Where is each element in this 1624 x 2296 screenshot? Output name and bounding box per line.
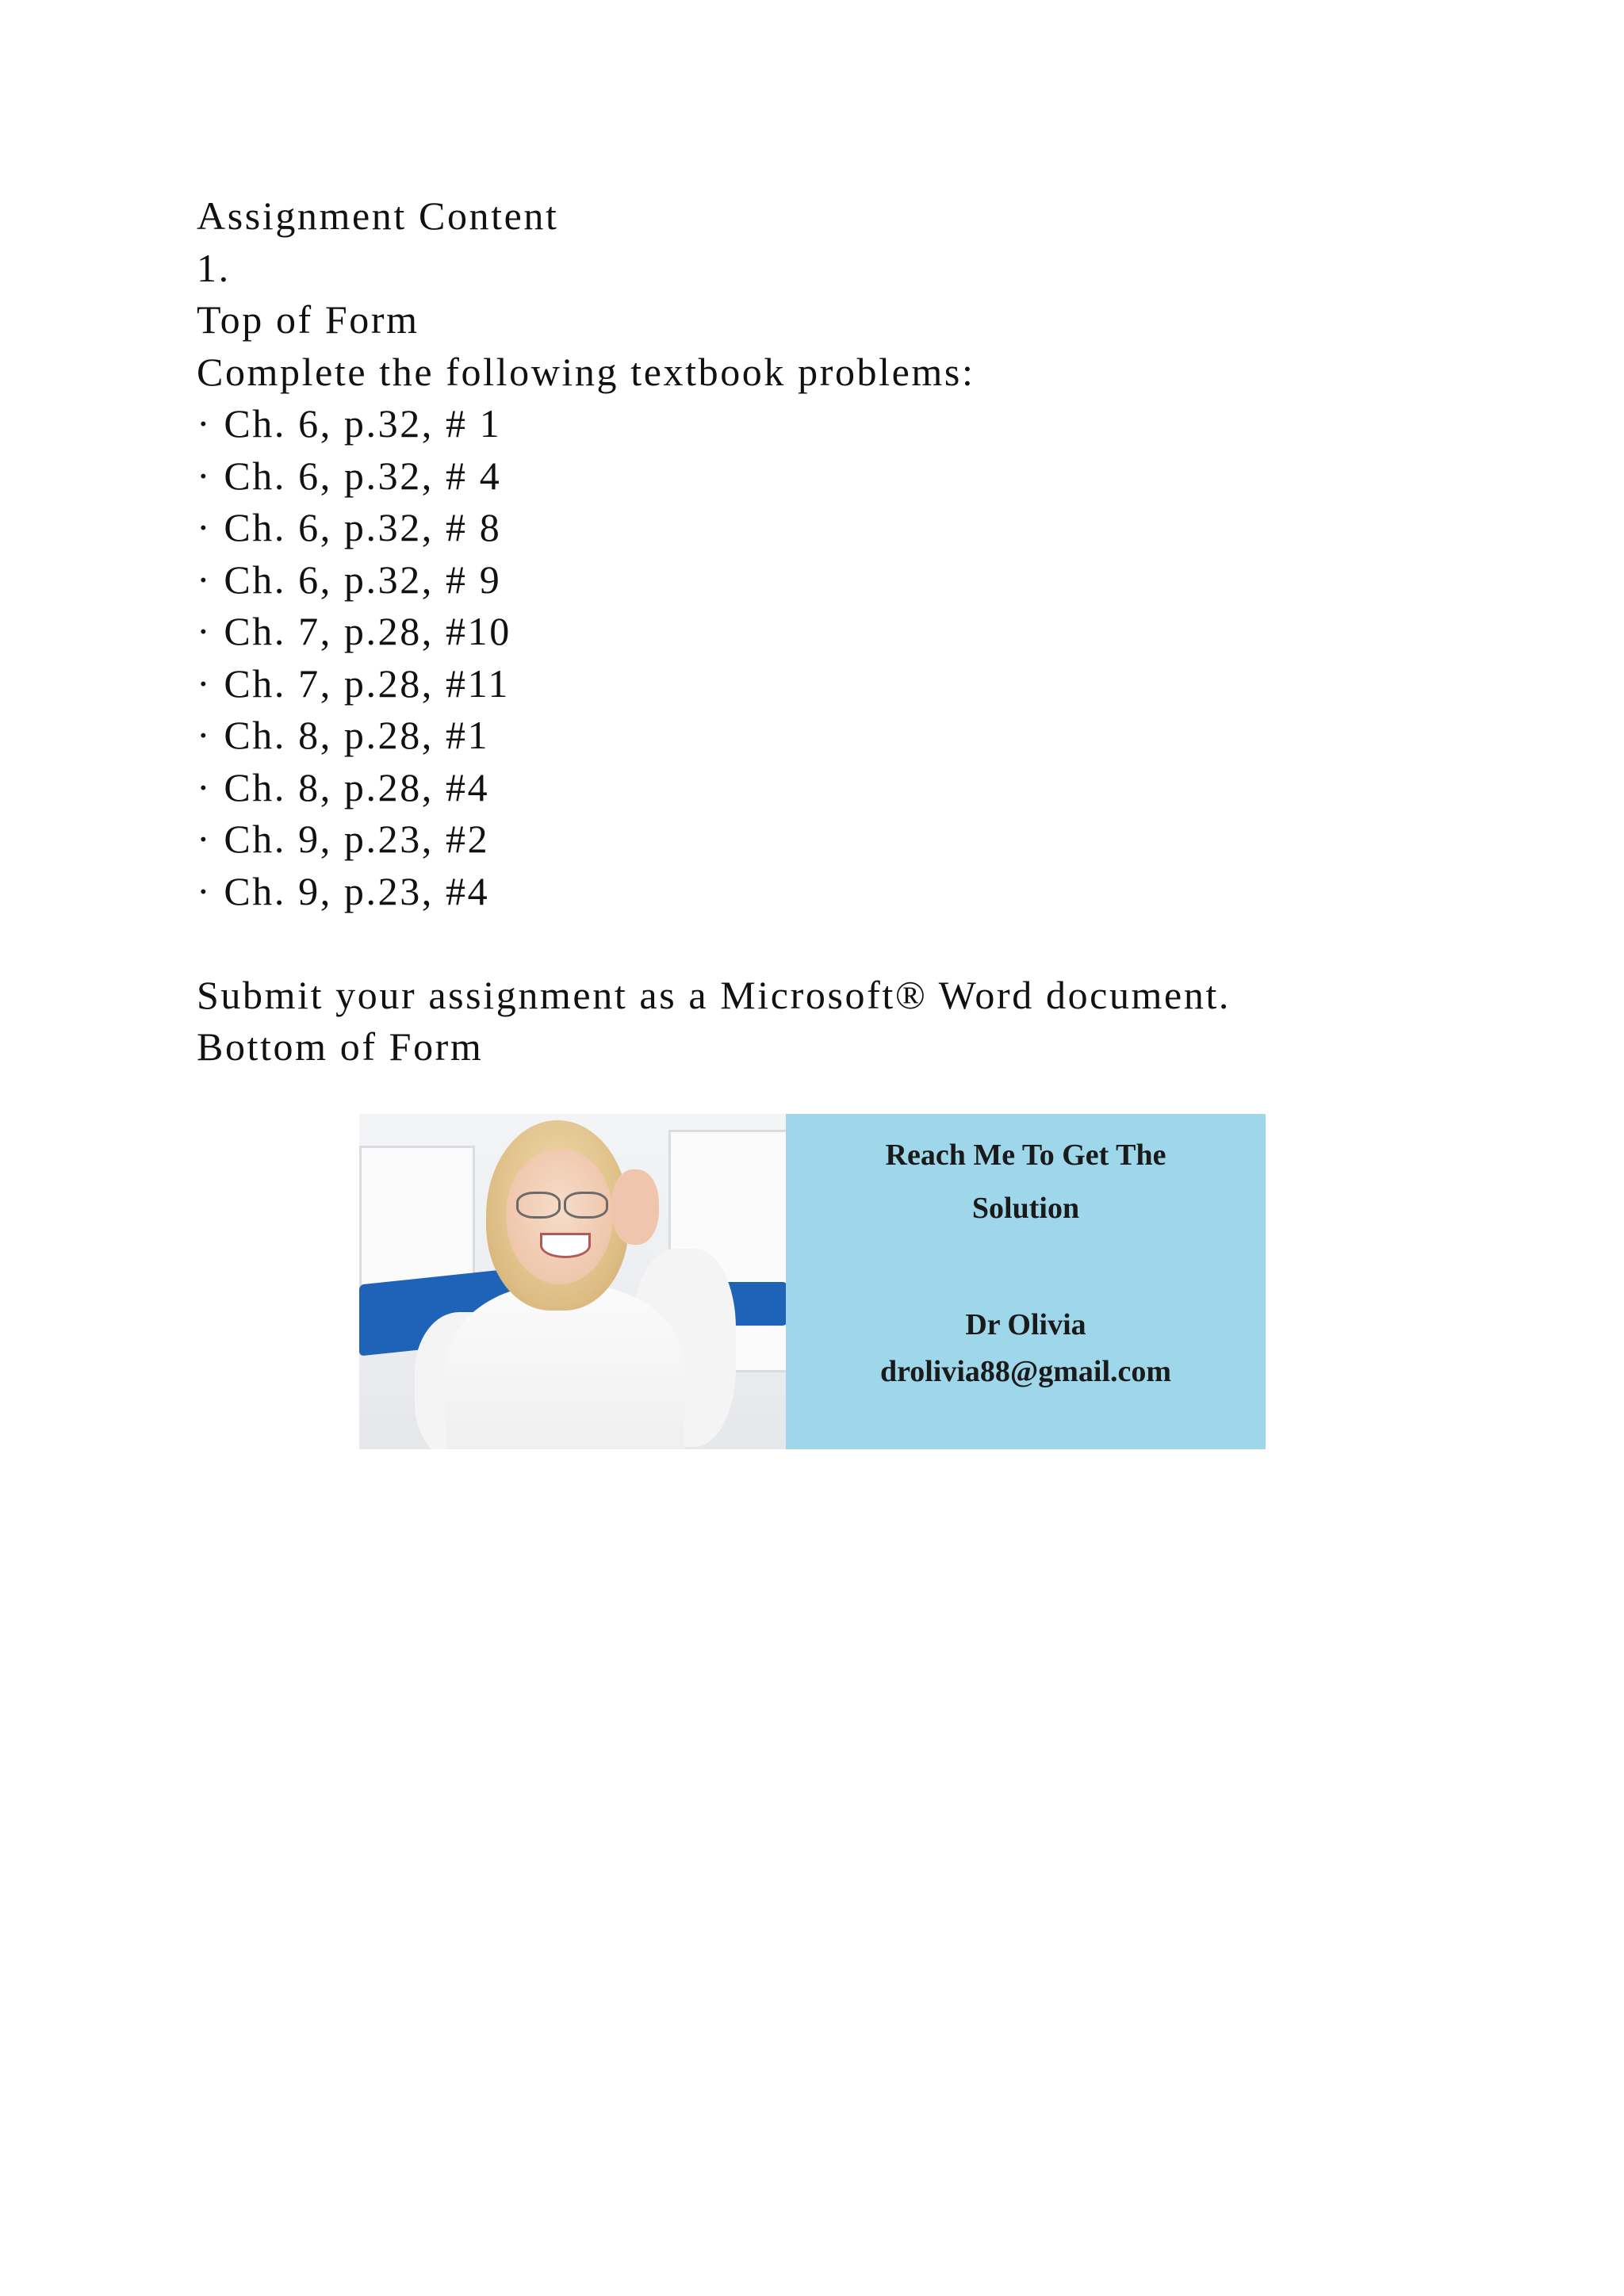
hand [611, 1169, 659, 1245]
problem-item: · Ch. 6, p.32, # 8 [197, 505, 502, 549]
problem-item: · Ch. 7, p.28, #11 [197, 660, 510, 706]
bottom-of-form-label: Bottom of Form [197, 1024, 484, 1069]
headline-line-1: Reach Me To Get The [885, 1138, 1166, 1172]
problem-item: · Ch. 9, p.23, #4 [197, 868, 490, 913]
top-of-form-label: Top of Form [197, 297, 419, 342]
glasses-lens [516, 1192, 561, 1219]
problem-item: · Ch. 6, p.32, # 4 [197, 453, 502, 498]
smile [540, 1233, 591, 1258]
contact-email: drolivia88@gmail.com [879, 1355, 1172, 1388]
glasses-lens [564, 1192, 608, 1219]
problem-item: · Ch. 9, p.23, #2 [197, 817, 490, 861]
contact-name: Dr Olivia [965, 1308, 1086, 1341]
assignment-text [197, 190, 1465, 1073]
problem-item: · Ch. 8, p.28, #1 [197, 713, 490, 757]
problem-item: · Ch. 8, p.28, #4 [197, 764, 490, 809]
contact-card [786, 1114, 1266, 1449]
contact-banner [359, 1114, 1266, 1449]
instructions: Complete the following textbook problems: [197, 349, 975, 394]
problem-item: · Ch. 7, p.28, #10 [197, 609, 511, 653]
blank-line [197, 917, 1465, 970]
problem-item: · Ch. 6, p.32, # 1 [197, 401, 502, 446]
problem-item: · Ch. 6, p.32, # 9 [197, 557, 502, 602]
headline-line-2: Solution [971, 1192, 1080, 1225]
item-number: 1. [197, 245, 231, 290]
woman-photo [359, 1114, 786, 1449]
submit-note: Submit your assignment as a Microsoft® Word document. [197, 972, 1231, 1017]
assignment-title: Assignment Content [197, 193, 559, 238]
